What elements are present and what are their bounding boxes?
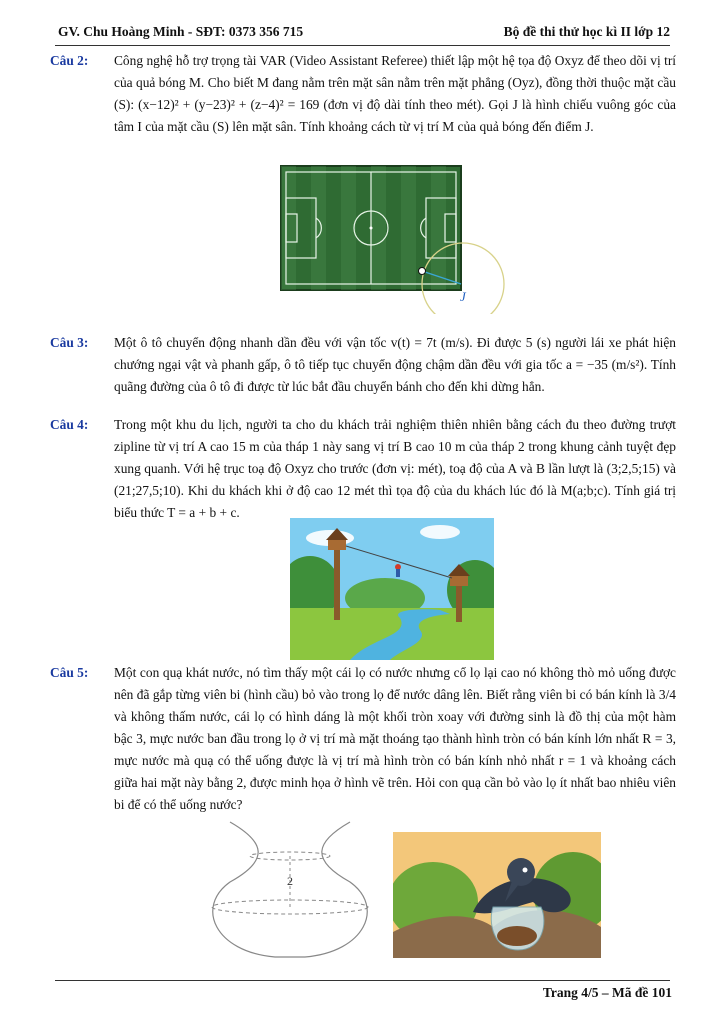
point-j-label: J: [460, 289, 466, 304]
vase-height-label: 2: [287, 874, 293, 888]
header-title: Bộ đề thi thử học kì II lớp 12: [503, 24, 670, 39]
footer-divider: [55, 980, 670, 981]
question-2: [50, 50, 676, 138]
question-label: Câu 5:: [50, 665, 89, 680]
ball-marker: [419, 268, 426, 275]
question-text: Công nghệ hỗ trợ trọng tài VAR (Video Assistant Referee) thiết lập một hệ tọa độ Oxyz để theo dõi vị trí của quả bóng M. Cho biết M đang nằm trên mặt sân nằm trên mặt phẳng (Oyz), đồng thời thuộc mặt cầu (S): (x−12)² + (y−23)² + (z−4)² = 169 (đơn vị độ dài tính theo mét). Gọi J là hình chiếu vuông góc của tâm I của mặt cầu (S) lên mặt sân. Tính khoảng cách từ vị trí M của quả bóng đến điểm J.: [114, 53, 676, 134]
vase-diagram: [195, 812, 385, 970]
question-text: Một con quạ khát nước, nó tìm thấy một cái lọ có nước nhưng cổ lọ lại cao nó không thò mỏ uống được nên đã gắp từng viên bi (hình cầu) bỏ vào trong lọ để nước dâng lên. Biết rằng viên bi có bán kính là 3/4 và không thấm nước, cái lọ có hình dáng là một khối tròn xoay với đường sinh là đồ thị của một hàm bậc 3, mực nước ban đầu trong lọ ở vị trí mà mặt thoáng tạo thành hình tròn có bán kính lớn nhất R = 3, mực nước mà quạ có thể uống được là vị trí mà hình tròn có bán kính nhỏ nhất r = 1 và khoảng cách giữa hai mặt này bằng 2, được minh họa ở hình vẽ trên. Hỏi con quạ cần bỏ vào lọ ít nhất bao nhiêu viên bi để có thể uống nước?: [114, 665, 676, 812]
zipline-illustration: [290, 518, 494, 660]
header-author: GV. Chu Hoàng Minh - SĐT: 0373 356 715: [58, 24, 304, 39]
question-label: Câu 3:: [50, 335, 89, 350]
soccer-field-figure: [280, 164, 510, 314]
question-text: Trong một khu du lịch, người ta cho du khách trải nghiệm thiên nhiên bằng cách đu theo đường trượt zipline từ vị trí A cao 15 m của tháp 1 này sang vị trí B cao 10 m của tháp 2 trong khung cảnh tuyệt đẹp xung quanh. Với hệ trục toạ độ Oxyz cho trước (đơn vị: mét), toạ độ của A và B lần lượt là (3;2,5;15) và (21;27,5;10). Khi du khách khi ở độ cao 12 mét thì tọa độ của du khách lúc đó là M(a;b;c). Tính giá trị biểu thức T = a + b + c.: [114, 417, 676, 520]
question-label: Câu 4:: [50, 417, 89, 432]
question-text: Một ô tô chuyển động nhanh dần đều với vận tốc v(t) = 7t (m/s). Đi được 5 (s) người lái xe phát hiện chướng ngại vật và phanh gấp, ô tô tiếp tục chuyển động chậm dần đều với gia tốc a = −35 (m/s²). Tính quãng đường của ô tô đi được từ lúc bắt đầu chuyển bánh cho đến khi dừng hẳn.: [114, 335, 676, 394]
question-3: [50, 332, 676, 398]
page-footer: Trang 4/5 – Mã đề 101: [542, 985, 672, 1000]
question-label: Câu 2:: [50, 53, 89, 68]
question-4: [50, 414, 676, 524]
crow-illustration: [393, 832, 601, 958]
header-divider: [55, 45, 670, 46]
page-header: [58, 24, 670, 44]
question-5: [50, 662, 676, 816]
